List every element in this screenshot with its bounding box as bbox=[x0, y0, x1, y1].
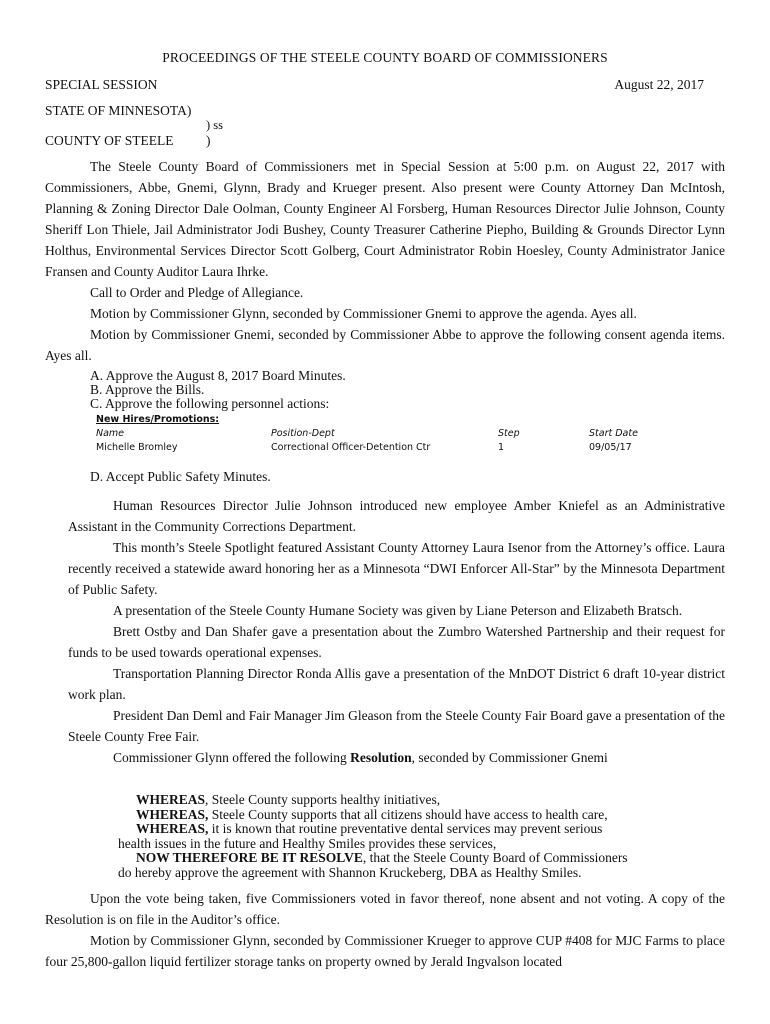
intro-section bbox=[45, 156, 725, 366]
consent-item-b: B. Approve the Bills. bbox=[90, 382, 205, 397]
vote-paragraph: Upon the vote being taken, five Commissioners voted in favor thereof, none absent and not voting. A copy of the Resolution is on file in the Auditor’s office. bbox=[45, 891, 725, 927]
closing-section bbox=[45, 888, 725, 972]
consent-list bbox=[90, 369, 346, 411]
now-therefore-continued: do hereby approve the agreement with Shannon Kruckeberg, DBA as Healthy Smiles. bbox=[118, 864, 582, 880]
table-cell-name: Michelle Bromley bbox=[96, 442, 178, 453]
consent-item-d: D. Accept Public Safety Minutes. bbox=[90, 469, 271, 484]
zumbro-paragraph: Brett Ostby and Dan Shafer gave a presentation about the Zumbro Watershed Partnership and their request for funds to be used towards operational expenses. bbox=[68, 624, 725, 660]
spotlight-paragraph: This month’s Steele Spotlight featured Assistant County Attorney Laura Isenor from the Attorney’s office. Laura recently received a statewide award honoring her as a Minnesota “DWI Enforcer All-Star” by the Minnesota Department of Public Safety. bbox=[68, 540, 725, 597]
table-cell-step: 1 bbox=[498, 442, 505, 453]
humane-paragraph: A presentation of the Steele County Humane Society was given by Liane Peterson and Elizabeth Bratsch. bbox=[113, 603, 683, 618]
consent-item-c: C. Approve the following personnel actions: bbox=[90, 396, 330, 411]
column-header-start-date: Start Date bbox=[589, 428, 638, 439]
session-label: SPECIAL SESSION bbox=[45, 77, 158, 92]
fair-paragraph: President Dan Deml and Fair Manager Jim Gleason from the Steele County Fair Board gave a presentation of the Steele County Free Fair. bbox=[68, 708, 725, 744]
ss-line: ) ss bbox=[206, 118, 224, 132]
cup-paragraph: Motion by Commissioner Glynn, seconded by Commissioner Krueger to approve CUP #408 for MJC Farms to place four 25,800-gallon liquid fertilizer storage tanks on property owned by Jerald Ingvalson located bbox=[45, 933, 725, 969]
whereas-3-continued: health issues in the future and Healthy Smiles provides these services, bbox=[118, 835, 497, 851]
call-to-order: Call to Order and Pledge of Allegiance. bbox=[90, 285, 304, 300]
hr-intro-paragraph: Human Resources Director Julie Johnson introduced new employee Amber Kniefel as an Administrative Assistant in the Community Corrections Department. bbox=[68, 498, 725, 534]
motion-consent: Motion by Commissioner Gnemi, seconded by Commissioner Abbe to approve the following consent agenda items. Ayes all. bbox=[45, 327, 725, 363]
whereas-1: WHEREAS, Steele County supports healthy initiatives, bbox=[136, 792, 441, 807]
mndot-paragraph: Transportation Planning Director Ronda Allis gave a presentation of the MnDOT District 6 draft 10-year district work plan. bbox=[68, 666, 725, 702]
body-section bbox=[68, 495, 725, 768]
session-date: August 22, 2017 bbox=[614, 77, 704, 92]
table-heading: New Hires/Promotions: bbox=[96, 414, 220, 425]
column-header-name: Name bbox=[96, 428, 125, 439]
state-line: STATE OF MINNESOTA) bbox=[45, 103, 192, 118]
resolution-block bbox=[118, 793, 680, 880]
resolution-intro: Commissioner Glynn offered the following Resolution, seconded by Commissioner Gnemi bbox=[113, 750, 608, 765]
motion-agenda: Motion by Commissioner Glynn, seconded by Commissioner Gnemi to approve the agenda. Ayes all. bbox=[90, 306, 637, 321]
intro-paragraph: The Steele County Board of Commissioners met in Special Session at 5:00 p.m. on August 22, 2017 with Commissioners, Abbe, Gnemi, Glynn, Brady and Krueger present. Also present were County Attorney Dan McIntosh, Planning & Zoning Director Dale Oolman, County Engineer Al Forsberg, Human Resources Director Julie Johnson, County Sheriff Lon Thiele, Jail Administrator Jodi Bushey, County Treasurer Catherine Piepho, Building & Grounds Director Lynn Holthus, Environmental Services Director Scott Golberg, Court Administrator Robin Hoesley, County Administrator Janice Fransen and County Auditor Laura Ihrke. bbox=[45, 159, 725, 279]
consent-item-a: A. Approve the August 8, 2017 Board Minutes. bbox=[90, 368, 346, 383]
county-paren: ) bbox=[206, 133, 211, 148]
page-title: PROCEEDINGS OF THE STEELE COUNTY BOARD OF COMMISSIONERS bbox=[162, 50, 608, 65]
table-cell-position: Correctional Officer-Detention Ctr bbox=[271, 442, 431, 453]
column-header-position: Position-Dept bbox=[271, 428, 335, 439]
whereas-3: WHEREAS, it is known that routine preventative dental services may prevent serious bbox=[136, 821, 603, 836]
whereas-2: WHEREAS, Steele County supports that all citizens should have access to health care, bbox=[136, 806, 608, 822]
column-header-step: Step bbox=[498, 428, 520, 439]
table-cell-start-date: 09/05/17 bbox=[589, 442, 632, 453]
now-therefore: NOW THEREFORE BE IT RESOLVE, that the Steele County Board of Commissioners bbox=[136, 850, 628, 865]
county-line: COUNTY OF STEELE bbox=[45, 133, 174, 148]
